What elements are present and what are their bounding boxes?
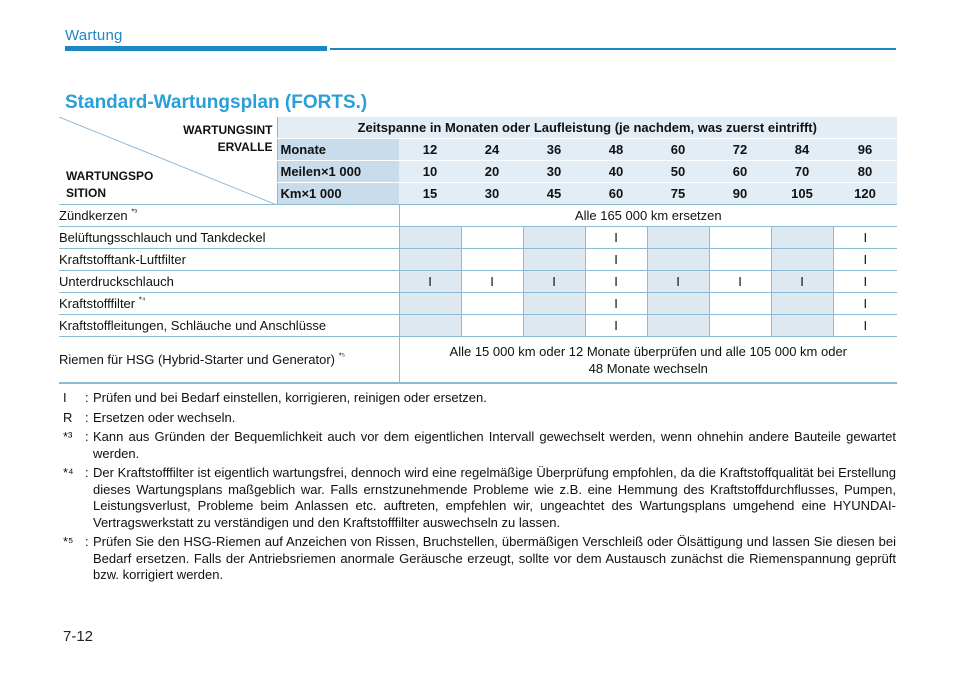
interval-cell [399, 249, 461, 271]
interval-cell [399, 227, 461, 249]
footnotes [63, 390, 896, 587]
interval-cell [709, 293, 771, 315]
footnote-text: Prüfen Sie den HSG-Riemen auf Anzeichen von Rissen, Bruchstellen, übermäßigen Verschleiß oder Ölsättigung und lassen Sie diesen bei Bedarf ersetzen. Falls der Antriebsriemen anormale Geräusche erzeugt, sollte vor dem Austausch zunächst die Riemenspannung geprüft bzw. korrigiert werden. [93, 534, 896, 582]
footnote-text: Der Kraftstofffilter ist eigentlich wartungsfrei, dennoch wird eine regelmäßige Überprüfung empfohlen, da die Kraftstoffqualität bei Erstellung dieses Wartungsplans maßgeblich war. Falls ernstzunehmende Probleme wie z.B. eine Hemmung des Kraftstoffdurchflusses, Pumpen, Leistungsverlust, Probleme beim Anlassen etc. auftreten, empfehlen wir, ungeachtet des Wartungsplans umgehend eine HYUNDAI-Vertragswerkstatt zu verständigen und den Kraftstofffilter auswechseln zu lassen. [93, 465, 896, 530]
interval-cell: I [585, 315, 647, 337]
interval-cell: I [585, 227, 647, 249]
interval-cell [461, 315, 523, 337]
row-span-value: Alle 165 000 km ersetzen [399, 205, 897, 227]
corner-interval-label: WARTUNGSINT ERVALLE [183, 123, 273, 154]
interval-cell: I [523, 271, 585, 293]
interval-cell [709, 227, 771, 249]
km-value: 120 [833, 183, 897, 205]
interval-cell [647, 315, 709, 337]
footnote-text: Ersetzen oder wechseln. [93, 409, 236, 425]
row-label: Kraftstofffilter $^{*^4}$ [59, 293, 399, 315]
km-label: Km×1 000 [277, 183, 399, 205]
table-corner-cell [59, 117, 277, 205]
km-value: 60 [585, 183, 647, 205]
footnote-mark: I [63, 390, 67, 405]
interval-cell: I [833, 271, 897, 293]
table-row [59, 337, 897, 384]
miles-value: 10 [399, 161, 461, 183]
interval-cell: I [709, 271, 771, 293]
section-label: Wartung [65, 27, 123, 44]
page-title: Standard-Wartungsplan (FORTS.) [65, 92, 368, 113]
months-label: Monate [277, 139, 399, 161]
miles-value: 60 [709, 161, 771, 183]
corner-position-label: WARTUNGSPO SITION [66, 169, 154, 200]
table-row [59, 205, 897, 227]
interval-cell: I [647, 271, 709, 293]
interval-cell: I [833, 315, 897, 337]
footnote: *⁴ : Der Kraftstofffilter ist eigentlich wartungsfrei, dennoch wird eine regelmäßige Überprüfung empfohlen, da die Kraftstoffqualität bei Erstellung dieses Wartungsplans maßgeblich war. Falls ernstzunehmende Probleme wie z.B. eine Hemmung des Kraftstoffdurchflusses, Pumpen, Leistungsverlust, Probleme beim Anlassen etc. auftreten, empfehlen wir, ungeachtet des Wartungsplans umgehend eine HYUNDAI-Vertragswerkstatt zu verständigen und den Kraftstofffilter auswechseln zu lassen. [63, 465, 896, 530]
interval-header: Zeitspanne in Monaten oder Laufleistung (je nachdem, was zuerst eintrifft) [277, 117, 897, 139]
table-row [59, 271, 897, 293]
row-label: Zündkerzen $^{*^3}$ [59, 205, 399, 227]
interval-cell [399, 293, 461, 315]
header-rule [330, 48, 896, 50]
interval-cell [709, 249, 771, 271]
interval-cell [523, 293, 585, 315]
footnote-mark: R [63, 409, 73, 425]
interval-cell [399, 315, 461, 337]
miles-value: 70 [771, 161, 833, 183]
interval-cell [647, 249, 709, 271]
interval-cell: I [585, 271, 647, 293]
interval-cell [523, 315, 585, 337]
km-value: 90 [709, 183, 771, 205]
km-value: 105 [771, 183, 833, 205]
footnote: R : Ersetzen oder wechseln. [63, 410, 896, 427]
interval-cell [647, 227, 709, 249]
miles-value: 80 [833, 161, 897, 183]
interval-cell [461, 293, 523, 315]
page-number: 7-12 [63, 628, 94, 645]
months-value: 36 [523, 139, 585, 161]
row-label: Kraftstofftank-Luftfilter [59, 249, 399, 271]
miles-label: Meilen×1 000 [277, 161, 399, 183]
interval-cell: I [461, 271, 523, 293]
miles-value: 30 [523, 161, 585, 183]
interval-cell [771, 227, 833, 249]
row-label: Unterdruckschlauch [59, 271, 399, 293]
months-value: 12 [399, 139, 461, 161]
interval-cell [461, 227, 523, 249]
interval-cell: I [833, 293, 897, 315]
footnote-text: Prüfen und bei Bedarf einstellen, korrigieren, reinigen oder ersetzen. [93, 390, 487, 405]
table-row [59, 227, 897, 249]
km-value: 30 [461, 183, 523, 205]
interval-cell: I [833, 249, 897, 271]
footnote-mark: *⁵ [63, 534, 74, 549]
row-label: Belüftungsschlauch und Tankdeckel [59, 227, 399, 249]
months-value: 72 [709, 139, 771, 161]
interval-cell [523, 249, 585, 271]
months-value: 60 [647, 139, 709, 161]
row-label: Riemen für HSG (Hybrid-Starter und Generator) $^{*^5}$ [59, 337, 399, 384]
interval-cell: I [771, 271, 833, 293]
interval-cell: I [833, 227, 897, 249]
row-span-value: Alle 15 000 km oder 12 Monate überprüfen und alle 105 000 km oder 48 Monate wechseln [399, 337, 897, 384]
interval-cell [647, 293, 709, 315]
interval-cell: I [585, 293, 647, 315]
footnote-text: Kann aus Gründen der Bequemlichkeit auch vor dem eigentlichen Intervall gewechselt werden, wenn ohnehin andere Bauteile gewartet werden. [93, 429, 896, 461]
table-row [59, 293, 897, 315]
interval-cell [461, 249, 523, 271]
miles-value: 50 [647, 161, 709, 183]
header-accent-bar [65, 46, 327, 51]
footnote: *³ : Kann aus Gründen der Bequemlichkeit auch vor dem eigentlichen Intervall gewechselt werden, wenn ohnehin andere Bauteile gewartet werden. [63, 429, 896, 461]
miles-value: 40 [585, 161, 647, 183]
miles-value: 20 [461, 161, 523, 183]
footnote: I : Prüfen und bei Bedarf einstellen, korrigieren, reinigen oder ersetzen. [63, 390, 896, 407]
footnote-mark: *³ [63, 429, 73, 444]
table-row [59, 315, 897, 337]
footnote: *⁵ : Prüfen Sie den HSG-Riemen auf Anzeichen von Rissen, Bruchstellen, übermäßigen Verschleiß oder Ölsättigung und lassen Sie diesen bei Bedarf ersetzen. Falls der Antriebsriemen anormale Geräusche erzeugt, sollte vor dem Austausch zunächst die Riemenspannung geprüft bzw. korrigiert werden. [63, 534, 896, 582]
footnote-mark: *⁴ [63, 465, 74, 480]
interval-cell: I [585, 249, 647, 271]
months-value: 96 [833, 139, 897, 161]
interval-cell [523, 227, 585, 249]
months-value: 48 [585, 139, 647, 161]
interval-cell: I [399, 271, 461, 293]
months-value: 24 [461, 139, 523, 161]
interval-cell [709, 315, 771, 337]
interval-cell [771, 293, 833, 315]
km-value: 45 [523, 183, 585, 205]
km-value: 15 [399, 183, 461, 205]
row-label: Kraftstoffleitungen, Schläuche und Anschlüsse [59, 315, 399, 337]
months-value: 84 [771, 139, 833, 161]
maintenance-table [59, 117, 897, 384]
interval-cell [771, 315, 833, 337]
km-value: 75 [647, 183, 709, 205]
interval-cell [771, 249, 833, 271]
table-row [59, 249, 897, 271]
